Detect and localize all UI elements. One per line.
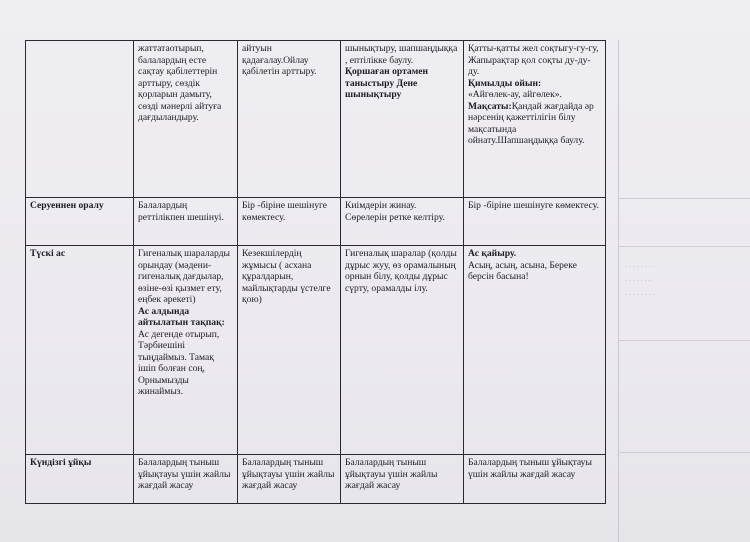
- table-row: [26, 455, 606, 504]
- table-cell: Кезекшілердің жұмысы ( асхана құралдарын, майлықтарды үстелге қою): [238, 246, 341, 455]
- table-cell: Ас қайыру. Асың, асың, асына, Береке берсін басына!: [464, 246, 606, 455]
- table-cell: Балалардың тыныш ұйықтауы үшін жайлы жағдай жасау: [341, 455, 464, 504]
- table-cell: Бір -біріне шешінуге көмектесу.: [238, 198, 341, 246]
- table-cell: Гигеналық шаралар (қолды дұрыс жуу, өз орамалының орнын білу, қолды дұрыс сүрту, орамалды ілу.: [341, 246, 464, 455]
- table-row: [26, 41, 606, 198]
- row-label: Түскі ас: [26, 246, 134, 455]
- table-cell: Балалардың тыныш ұйықтауы үшін жайлы жағдай жасау: [134, 455, 238, 504]
- table-cell: Балалардың тыныш ұйықтауы үшін жайлы жағдай жасау: [238, 455, 341, 504]
- row-label: Күндізгі ұйқы: [26, 455, 134, 504]
- table-cell: Бір -біріне шешінуге көмектесу.: [464, 198, 606, 246]
- table-cell: Балалардың тыныш ұйықтауы үшін жайлы жағдай жасау: [464, 455, 606, 504]
- bleed-through-column: . . . . . . . . . . . . . . . . . . . . . . .: [618, 40, 750, 542]
- table-row: [26, 198, 606, 246]
- daily-schedule-table: [25, 40, 606, 504]
- table-cell: Киімдерін жинау. Сөрелерін ретке келтіру.: [341, 198, 464, 246]
- table-row: [26, 246, 606, 455]
- table-cell: Балалардың реттілікпен шешінуі.: [134, 198, 238, 246]
- row-label: [26, 41, 134, 198]
- table-cell: жаттатаотырып, балалардың есте сақтау қабілеттерін арттыру, сөздік қорларын дамыту, сөзді мәнерлі айтуға дағдыландыру.: [134, 41, 238, 198]
- table-cell: шынықтыру, шапшаңдыққа , ептілікке баулу. Қоршаған ортамен таныстыру Дене шынықтыру: [341, 41, 464, 198]
- row-label: Серуеннен оралу: [26, 198, 134, 246]
- table-cell: Гигеналық шараларды орындау (мәдени-гигеналық дағдылар, өзіне-өзі қызмет ету, еңбек әрекеті) Ас алдында айтылатын тақпақ: Ас дегенде отырып, Тәрбиешіні тыңдаймыз. Тамақ ішіп болған соң, Орнымызды жинаймыз.: [134, 246, 238, 455]
- table-cell: Қатты-қатты жел соқтыгу-гу-гу, Жапырақтар қол соқты ду-ду-ду. Қимылды ойын: «Айгөлек-ау, айгөлек». Мақсаты:Қандай жағдайда әр нәрсенің қажеттілігін білу мақсатында ойнату.Шапшаңдыққа баулу.: [464, 41, 606, 198]
- table-cell: айтуын қадағалау.Ойлау қабілетін арттыру.: [238, 41, 341, 198]
